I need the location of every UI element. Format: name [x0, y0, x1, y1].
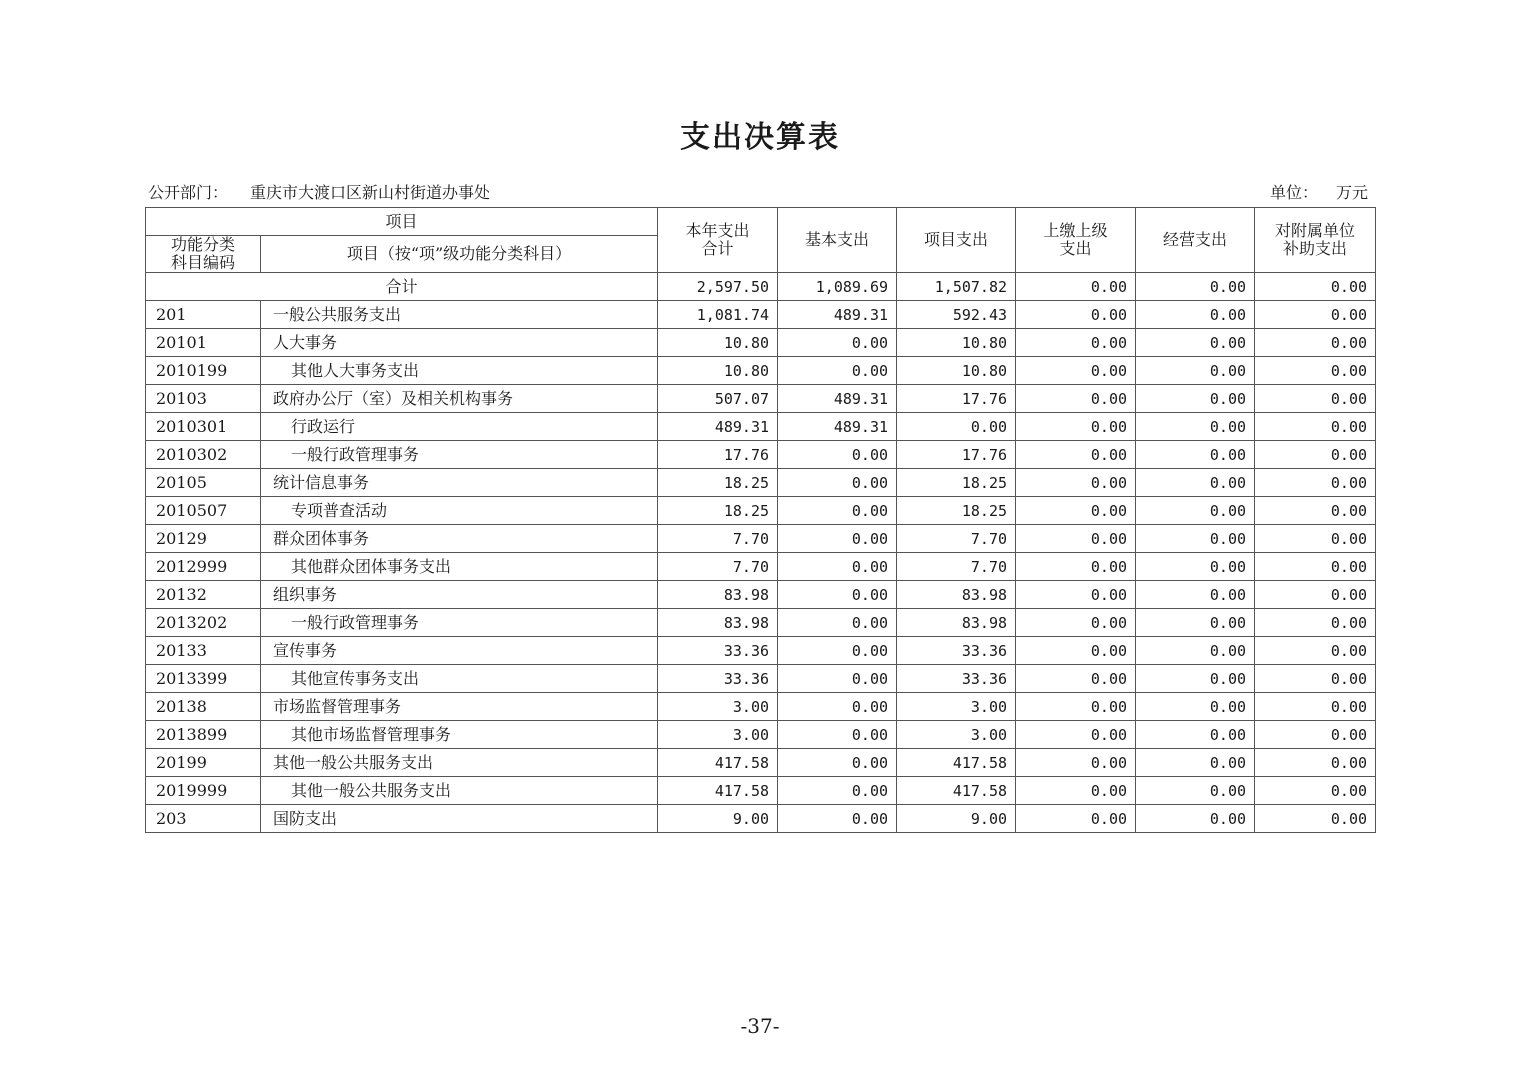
row-value: 17.76	[897, 385, 1016, 413]
row-value: 0.00	[1255, 665, 1376, 693]
row-value: 0.00	[1016, 497, 1136, 525]
row-value: 0.00	[1255, 721, 1376, 749]
row-value: 0.00	[1255, 497, 1376, 525]
row-value: 0.00	[778, 357, 897, 385]
row-value: 0.00	[1016, 805, 1136, 833]
row-value: 0.00	[1136, 637, 1255, 665]
row-value: 0.00	[778, 553, 897, 581]
row-value: 0.00	[778, 581, 897, 609]
header-item-group: 项目	[146, 208, 658, 236]
row-name: 一般行政管理事务	[261, 441, 658, 469]
row-value: 83.98	[658, 581, 778, 609]
row-name: 群众团体事务	[261, 525, 658, 553]
table-row	[146, 805, 1376, 833]
row-value: 417.58	[658, 777, 778, 805]
table-row	[146, 777, 1376, 805]
row-value: 10.80	[658, 357, 778, 385]
unit-value: 万元	[1335, 183, 1368, 202]
row-value: 0.00	[1016, 357, 1136, 385]
row-value: 0.00	[1016, 301, 1136, 329]
row-name: 行政运行	[261, 413, 658, 441]
row-name: 市场监督管理事务	[261, 693, 658, 721]
row-value: 0.00	[1016, 665, 1136, 693]
header-subsidy-line2: 补助支出	[1283, 239, 1348, 258]
header-upper-line2: 支出	[1059, 239, 1092, 258]
row-value: 3.00	[897, 721, 1016, 749]
table-row	[146, 329, 1376, 357]
row-value: 0.00	[1255, 357, 1376, 385]
row-value: 18.25	[658, 469, 778, 497]
table-row	[146, 581, 1376, 609]
row-value: 0.00	[778, 329, 897, 357]
row-value: 0.00	[778, 721, 897, 749]
table-row	[146, 385, 1376, 413]
row-value: 0.00	[1016, 721, 1136, 749]
row-code: 2010199	[146, 357, 261, 385]
row-value: 0.00	[1255, 609, 1376, 637]
row-value: 0.00	[897, 413, 1016, 441]
row-value: 0.00	[1136, 721, 1255, 749]
row-code: 2010301	[146, 413, 261, 441]
header-code	[146, 236, 261, 273]
row-value: 33.36	[658, 665, 778, 693]
row-value: 0.00	[1255, 385, 1376, 413]
row-value: 0.00	[1136, 609, 1255, 637]
row-value: 9.00	[897, 805, 1016, 833]
row-code: 20103	[146, 385, 261, 413]
header-upper-line1: 上缴上级	[1043, 221, 1108, 240]
total-value: 0.00	[1136, 273, 1255, 301]
row-value: 0.00	[1136, 329, 1255, 357]
row-code: 20101	[146, 329, 261, 357]
row-value: 0.00	[778, 525, 897, 553]
row-value: 83.98	[897, 609, 1016, 637]
row-code: 2012999	[146, 553, 261, 581]
row-name: 其他人大事务支出	[261, 357, 658, 385]
row-value: 592.43	[897, 301, 1016, 329]
row-value: 0.00	[1136, 749, 1255, 777]
header-basic: 基本支出	[778, 208, 897, 273]
row-value: 17.76	[897, 441, 1016, 469]
row-value: 0.00	[1016, 385, 1136, 413]
row-value: 0.00	[1016, 553, 1136, 581]
header-subsidy-line1: 对附属单位	[1275, 221, 1356, 240]
row-code: 20133	[146, 637, 261, 665]
row-name: 政府办公厅（室）及相关机构事务	[261, 385, 658, 413]
row-value: 0.00	[1016, 693, 1136, 721]
row-code: 2013899	[146, 721, 261, 749]
row-value: 0.00	[1255, 441, 1376, 469]
row-value: 0.00	[778, 777, 897, 805]
row-value: 0.00	[1136, 385, 1255, 413]
header-upper	[1016, 208, 1136, 273]
table-row	[146, 301, 1376, 329]
table-row	[146, 357, 1376, 385]
row-code: 20138	[146, 693, 261, 721]
row-value: 0.00	[1255, 581, 1376, 609]
row-value: 0.00	[778, 441, 897, 469]
row-value: 0.00	[778, 609, 897, 637]
total-value: 0.00	[1016, 273, 1136, 301]
total-value: 2,597.50	[658, 273, 778, 301]
row-name: 其他宣传事务支出	[261, 665, 658, 693]
table-row	[146, 469, 1376, 497]
unit-label: 单位：	[1269, 183, 1318, 202]
row-name: 组织事务	[261, 581, 658, 609]
row-value: 0.00	[1136, 777, 1255, 805]
row-name: 其他一般公共服务支出	[261, 749, 658, 777]
row-value: 0.00	[1255, 469, 1376, 497]
row-code: 20199	[146, 749, 261, 777]
row-value: 0.00	[778, 497, 897, 525]
row-name: 专项普查活动	[261, 497, 658, 525]
row-value: 1,081.74	[658, 301, 778, 329]
row-value: 0.00	[1016, 609, 1136, 637]
row-value: 0.00	[1136, 357, 1255, 385]
table-row	[146, 497, 1376, 525]
row-value: 0.00	[1136, 693, 1255, 721]
row-value: 3.00	[658, 721, 778, 749]
row-code: 2013399	[146, 665, 261, 693]
row-value: 7.70	[658, 525, 778, 553]
row-value: 0.00	[1136, 497, 1255, 525]
header-total	[658, 208, 778, 273]
department-label: 公开部门：	[148, 183, 229, 202]
row-value: 18.25	[897, 497, 1016, 525]
total-value: 1,089.69	[778, 273, 897, 301]
row-value: 18.25	[897, 469, 1016, 497]
header-project: 项目支出	[897, 208, 1016, 273]
row-code: 20129	[146, 525, 261, 553]
row-value: 0.00	[778, 637, 897, 665]
row-value: 417.58	[897, 749, 1016, 777]
page-title: 支出决算表	[680, 120, 840, 155]
row-value: 0.00	[1136, 665, 1255, 693]
row-value: 0.00	[1136, 805, 1255, 833]
table-row	[146, 441, 1376, 469]
row-value: 7.70	[897, 525, 1016, 553]
row-value: 0.00	[1255, 777, 1376, 805]
page-number: -37-	[740, 1014, 780, 1038]
table-row	[146, 609, 1376, 637]
table-row	[146, 721, 1376, 749]
row-code: 20105	[146, 469, 261, 497]
row-value: 7.70	[897, 553, 1016, 581]
row-value: 3.00	[897, 693, 1016, 721]
row-code: 2010302	[146, 441, 261, 469]
row-value: 18.25	[658, 497, 778, 525]
row-value: 417.58	[897, 777, 1016, 805]
row-value: 83.98	[658, 609, 778, 637]
row-value: 0.00	[1136, 469, 1255, 497]
table-row	[146, 749, 1376, 777]
row-value: 0.00	[1255, 413, 1376, 441]
total-row	[146, 273, 1376, 301]
row-value: 0.00	[1255, 329, 1376, 357]
row-value: 10.80	[897, 329, 1016, 357]
expenditure-table	[145, 207, 1376, 833]
table-row	[146, 637, 1376, 665]
row-value: 489.31	[658, 413, 778, 441]
row-value: 489.31	[778, 301, 897, 329]
row-value: 17.76	[658, 441, 778, 469]
row-value: 33.36	[658, 637, 778, 665]
row-value: 0.00	[1136, 581, 1255, 609]
row-value: 0.00	[1136, 441, 1255, 469]
row-value: 0.00	[1255, 693, 1376, 721]
row-value: 10.80	[897, 357, 1016, 385]
row-value: 0.00	[1136, 301, 1255, 329]
total-label: 合计	[146, 273, 658, 301]
table-row	[146, 693, 1376, 721]
row-code: 203	[146, 805, 261, 833]
table-row	[146, 553, 1376, 581]
row-value: 10.80	[658, 329, 778, 357]
row-value: 0.00	[778, 469, 897, 497]
row-value: 489.31	[778, 413, 897, 441]
row-value: 0.00	[1016, 525, 1136, 553]
row-name: 其他一般公共服务支出	[261, 777, 658, 805]
row-value: 0.00	[778, 693, 897, 721]
table-row	[146, 665, 1376, 693]
row-value: 0.00	[1016, 441, 1136, 469]
row-value: 0.00	[1016, 777, 1136, 805]
row-value: 0.00	[1255, 525, 1376, 553]
header-code-line1: 功能分类	[170, 235, 235, 254]
header-name: 项目（按“项”级功能分类科目）	[261, 236, 658, 273]
row-value: 0.00	[778, 805, 897, 833]
header-business: 经营支出	[1136, 208, 1255, 273]
row-code: 2013202	[146, 609, 261, 637]
row-value: 0.00	[1255, 553, 1376, 581]
row-code: 2019999	[146, 777, 261, 805]
header-subsidy	[1255, 208, 1376, 273]
table-row	[146, 525, 1376, 553]
row-value: 417.58	[658, 749, 778, 777]
row-name: 其他市场监督管理事务	[261, 721, 658, 749]
row-value: 0.00	[1016, 581, 1136, 609]
unit-line	[1270, 180, 1368, 203]
row-code: 2010507	[146, 497, 261, 525]
row-name: 一般行政管理事务	[261, 609, 658, 637]
row-name: 其他群众团体事务支出	[261, 553, 658, 581]
row-code: 201	[146, 301, 261, 329]
total-value: 0.00	[1255, 273, 1376, 301]
row-value: 9.00	[658, 805, 778, 833]
row-value: 0.00	[778, 665, 897, 693]
row-name: 国防支出	[261, 805, 658, 833]
row-value: 0.00	[1016, 637, 1136, 665]
row-value: 3.00	[658, 693, 778, 721]
row-value: 507.07	[658, 385, 778, 413]
row-value: 0.00	[1255, 301, 1376, 329]
row-value: 0.00	[1255, 637, 1376, 665]
row-value: 0.00	[1136, 413, 1255, 441]
row-name: 宣传事务	[261, 637, 658, 665]
row-value: 0.00	[1136, 553, 1255, 581]
row-value: 33.36	[897, 637, 1016, 665]
total-value: 1,507.82	[897, 273, 1016, 301]
row-value: 33.36	[897, 665, 1016, 693]
row-name: 统计信息事务	[261, 469, 658, 497]
row-value: 0.00	[1255, 749, 1376, 777]
row-value: 0.00	[778, 749, 897, 777]
row-value: 0.00	[1016, 749, 1136, 777]
department-name: 重庆市大渡口区新山村街道办事处	[250, 183, 491, 202]
row-name: 一般公共服务支出	[261, 301, 658, 329]
row-value: 7.70	[658, 553, 778, 581]
row-name: 人大事务	[261, 329, 658, 357]
row-value: 0.00	[1016, 469, 1136, 497]
row-value: 83.98	[897, 581, 1016, 609]
row-value: 0.00	[1255, 805, 1376, 833]
row-code: 20132	[146, 581, 261, 609]
header-code-line2: 科目编码	[170, 253, 235, 272]
table-row	[146, 413, 1376, 441]
header-total-line2: 合计	[701, 239, 734, 258]
row-value: 0.00	[1016, 329, 1136, 357]
row-value: 489.31	[778, 385, 897, 413]
department-line	[148, 180, 490, 203]
row-value: 0.00	[1016, 413, 1136, 441]
row-value: 0.00	[1136, 525, 1255, 553]
header-total-line1: 本年支出	[685, 221, 750, 240]
